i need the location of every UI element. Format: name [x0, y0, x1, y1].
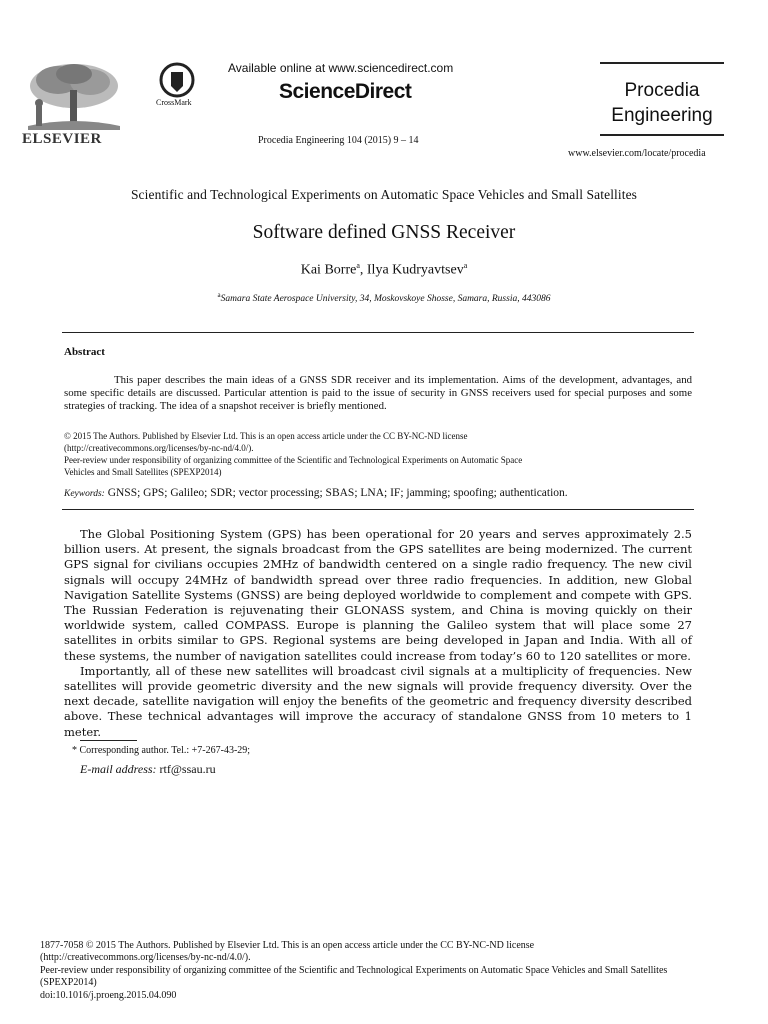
journal-name-line2: Engineering: [611, 105, 713, 126]
conference-name: Scientific and Technological Experiments on Automatic Space Vehicles and Small Satellites: [130, 187, 638, 202]
crossmark-label: CrossMark: [156, 98, 192, 107]
email-note: [80, 762, 216, 777]
footer-doi[interactable]: doi:10.1016/j.proeng.2015.04.090: [40, 989, 177, 1001]
author-separator: ,: [359, 262, 367, 278]
license-link[interactable]: (http://creativecommons.org/licenses/by-nc-nd/4.0/).: [64, 443, 254, 453]
journal-name-line1: Procedia: [624, 80, 700, 101]
email-label: E-mail address:: [80, 762, 157, 776]
abstract-top-divider: [62, 332, 694, 333]
affiliation-text: Samara State Aerospace University, 34, Moskovskoye Shosse, Samara, Russia, 443086: [220, 294, 551, 305]
author-list: [40, 261, 728, 279]
body-text: [64, 527, 692, 740]
abstract-copyright: [64, 430, 692, 478]
affiliation: [40, 291, 728, 304]
footer-peer-review: (SPEXP2014): [40, 977, 97, 989]
email-address-link[interactable]: rtf@ssau.ru: [156, 762, 216, 776]
corresponding-author-note: * Corresponding author. Tel.: +7-267-43-29;: [72, 745, 251, 756]
abstract-bottom-divider: [62, 509, 694, 510]
journal-reference: Procedia Engineering 104 (2015) 9 – 14: [258, 135, 419, 146]
sciencedirect-brand[interactable]: ScienceDirect: [279, 80, 412, 103]
peer-review-line: Peer-review under responsibility of organizing committee of the Scientific and Technological Experiments on Automatic Space: [64, 455, 523, 465]
publisher-wordmark: ELSEVIER: [22, 131, 102, 147]
body-paragraph: The Global Positioning System (GPS) has been operational for 20 years and serves approximately 2.5 billion users. At present, the signals broadcast from the GPS satellites are being modernized. The current GPS signal for civilians occupies 2MHz of bandwidth centered on a single radio frequency. The new civil signals will occupy 24MHz of bandwidth spread over three radio frequencies. In addition, new Global Navigation Satellite Systems (GNSS) are being deployed worldwide to complement and compete with GPS. The Russian Federation is rejuvenating their GLONASS system, and China is moving quickly on their worldwide system, called COMPASS. Europe is planning the Galileo system that will place some 27 satellites in orbits similar to GPS. Regional systems are being developed in Japan and India. With all of these systems, the number of navigation satellites could increase from today’s 60 to 120 satellites or more.: [64, 527, 692, 663]
author-affil-mark: a: [463, 261, 468, 270]
abstract-text: This paper describes the main ideas of a GNSS SDR receiver and its implementation. Aims of the development, advantages, and some specific details are discussed. Particular attention is paid to the issue of security in GNSS receivers used for special purposes and some strategies of tracking. The idea of a snapshot receiver is briefly mentioned.: [64, 374, 692, 413]
copyright-line: © 2015 The Authors. Published by Elsevier Ltd. This is an open access article under the CC BY-NC-ND license: [64, 431, 468, 441]
peer-review-line: Vehicles and Small Satellites (SPEXP2014): [64, 467, 222, 477]
journal-url-link[interactable]: www.elsevier.com/locate/procedia: [568, 148, 706, 159]
journal-name: [600, 78, 724, 128]
available-online-text: Available online at www.sciencedirect.com: [228, 61, 454, 75]
footer-license-link[interactable]: (http://creativecommons.org/licenses/by-nc-nd/4.0/).: [40, 952, 251, 964]
keywords: [64, 487, 704, 499]
body-paragraph: Importantly, all of these new satellites will broadcast civil signals at a multiplicity of frequencies. New satellites will provide geometric diversity and the new signals will provide frequency diversity. Over the next decade, satellite navigation will enjoy the benefits of the geometric and frequency diversity described above. These technical advantages will improve the accuracy of standalone GNSS from 10 meters to 1 meter.: [64, 663, 692, 739]
footnote-divider: [80, 740, 137, 741]
author-name: Ilya Kudryavtsev: [366, 262, 464, 278]
footer-issn-line: 1877-7058 © 2015 The Authors. Published by Elsevier Ltd. This is an open access article under the CC BY-NC-ND license: [40, 940, 535, 951]
author-name: Kai Borre: [300, 262, 357, 278]
keywords-list: GNSS; GPS; Galileo; SDR; vector processing; SBAS; LNA; IF; jamming; spoofing; authentication.: [104, 487, 568, 499]
abstract-heading: Abstract: [64, 346, 105, 358]
author-affil-mark: a: [356, 261, 360, 270]
page-footer: [40, 940, 740, 1002]
affiliation-mark: a: [217, 291, 221, 299]
keywords-label: Keywords:: [64, 489, 105, 499]
paper-title: Software defined GNSS Receiver: [252, 222, 516, 243]
footer-peer-review: Peer-review under responsibility of organizing committee of the Scientific and Technological Experiments on Automatic Space Vehicles and Small Satellites: [40, 964, 668, 976]
